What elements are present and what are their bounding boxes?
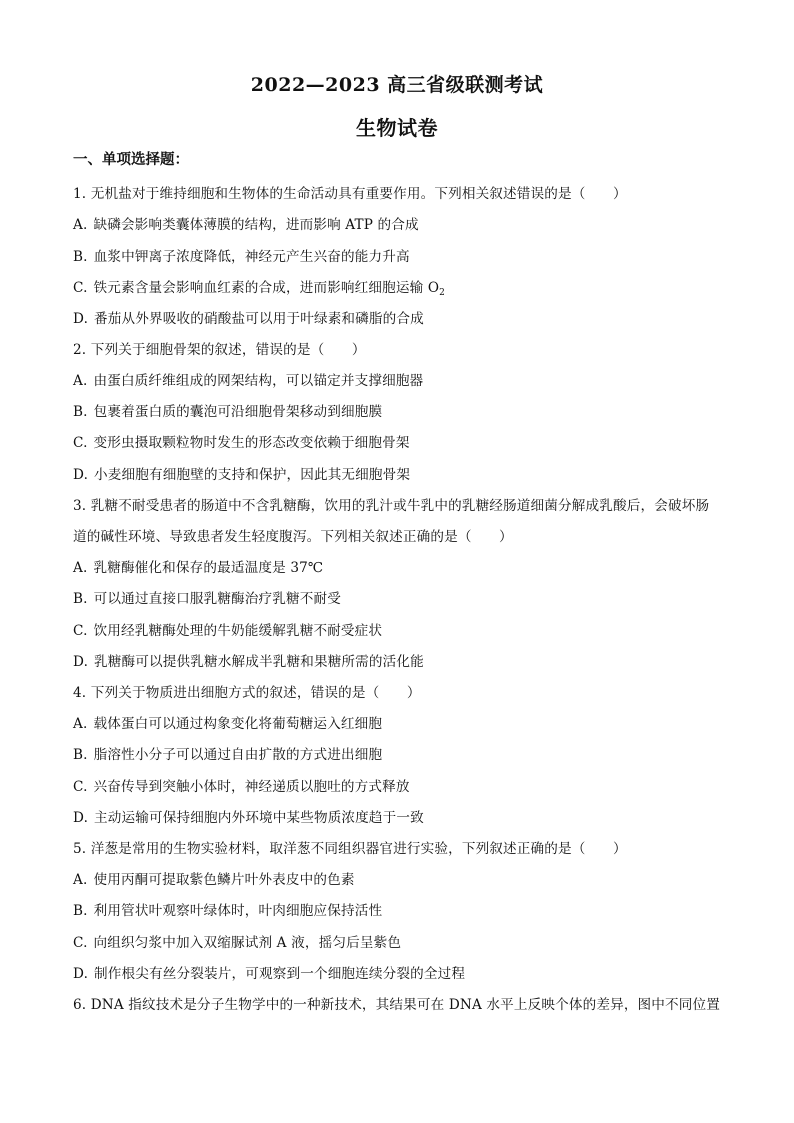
- question-3-stem: 3. 乳糖不耐受患者的肠道中不含乳糖酶，饮用的乳汁或牛乳中的乳糖经肠道细菌分解成乳酸后，会破坏肠: [73, 498, 710, 514]
- option-text: 乳糖酶可以提供乳糖水解成半乳糖和果糖所需的活化能: [94, 654, 424, 670]
- option-text: 利用管状叶观察叶绿体时，叶肉细胞应保持活性: [93, 903, 383, 919]
- option-label: B.: [73, 404, 88, 420]
- option-label: C.: [73, 623, 88, 639]
- option-label: A.: [73, 872, 88, 888]
- option-label: D.: [73, 810, 89, 826]
- question-5-option-c: [73, 931, 401, 951]
- question-4-option-d: [73, 806, 424, 826]
- question-3-stem-continued: 道的碱性环境、导致患者发生轻度腹泻。下列相关叙述正确的是（ ）: [73, 529, 513, 545]
- option-label: D.: [73, 467, 89, 483]
- option-label: A.: [73, 716, 88, 732]
- question-5-option-a: [73, 868, 355, 888]
- option-text: 包裹着蛋白质的囊泡可沿细胞骨架移动到细胞膜: [93, 404, 383, 420]
- option-text: 载体蛋白可以通过构象变化将葡萄糖运入红细胞: [93, 716, 383, 732]
- option-label: B.: [73, 249, 88, 265]
- option-label: A.: [73, 373, 88, 389]
- option-text: 乳糖酶催化和保存的最适温度是 37℃: [93, 560, 324, 576]
- option-label: B.: [73, 591, 88, 607]
- question-2-option-a: [73, 369, 423, 389]
- option-text: 使用丙酮可提取紫色鳞片叶外表皮中的色素: [93, 872, 355, 888]
- question-5-option-d: [73, 962, 465, 982]
- question-1-option-a: [73, 213, 419, 233]
- option-text: 由蛋白质纤维组成的网架结构，可以锚定并支撑细胞器: [93, 373, 424, 389]
- option-text: 饮用经乳糖酶处理的牛奶能缓解乳糖不耐受症状: [93, 623, 383, 639]
- option-text: 番茄从外界吸收的硝酸盐可以用于叶绿素和磷脂的合成: [94, 311, 424, 327]
- option-text: 制作根尖有丝分裂装片，可观察到一个细胞连续分裂的全过程: [94, 966, 466, 982]
- question-1-option-c: [73, 276, 445, 298]
- question-3-option-c: [73, 619, 382, 639]
- option-label: D.: [73, 654, 89, 670]
- option-text: 向组织匀浆中加入双缩脲试剂 A 液，摇匀后呈紫色: [93, 935, 402, 951]
- question-4-option-a: [73, 712, 382, 732]
- option-label: B.: [73, 747, 88, 763]
- section-heading: 一、单项选择题：: [73, 151, 189, 168]
- option-text: 主动运输可保持细胞内外环境中某些物质浓度趋于一致: [94, 810, 424, 826]
- question-3-option-a: [73, 556, 323, 576]
- question-4-option-b: [73, 743, 382, 763]
- question-6-stem: 6. DNA 指纹技术是分子生物学中的一种新技术，其结果可在 DNA 水平上反映个体的差异，图中不同位置: [73, 997, 721, 1013]
- option-label: A.: [73, 217, 88, 233]
- option-label: C.: [73, 280, 88, 296]
- question-1-option-b: [73, 245, 410, 265]
- question-5-stem: 5. 洋葱是常用的生物实验材料，取洋葱不同组织器官进行实验，下列叙述正确的是（ ）: [73, 841, 627, 857]
- question-3-option-d: [73, 650, 424, 670]
- option-text: 变形虫摄取颗粒物时发生的形态改变依赖于细胞骨架: [93, 435, 410, 451]
- page-subtitle: 生物试卷: [356, 116, 438, 140]
- question-1-stem: 1. 无机盐对于维持细胞和生物体的生命活动具有重要作用。下列相关叙述错误的是（ ）: [73, 186, 627, 202]
- option-text: 兴奋传导到突触小体时，神经递质以胞吐的方式释放: [93, 779, 410, 795]
- option-text: 脂溶性小分子可以通过自由扩散的方式进出细胞: [93, 747, 383, 763]
- question-2-option-d: [73, 463, 410, 483]
- option-label: D.: [73, 966, 89, 982]
- option-label: C.: [73, 779, 88, 795]
- option-text: 缺磷会影响类囊体薄膜的结构，进而影响 ATP 的合成: [93, 217, 419, 233]
- option-text: 可以通过直接口服乳糖酶治疗乳糖不耐受: [93, 591, 342, 607]
- option-text: 小麦细胞有细胞壁的支持和保护，因此其无细胞骨架: [94, 467, 411, 483]
- question-2-stem: 2. 下列关于细胞骨架的叙述，错误的是（ ）: [73, 342, 366, 358]
- question-4-option-c: [73, 775, 410, 795]
- option-text: 血浆中钾离子浓度降低，神经元产生兴奋的能力升高: [93, 249, 410, 265]
- option-label: B.: [73, 903, 88, 919]
- question-4-stem: 4. 下列关于物质进出细胞方式的叙述，错误的是（ ）: [73, 685, 421, 701]
- subscript: 2: [439, 288, 446, 298]
- question-3-option-b: [73, 587, 341, 607]
- option-text: 铁元素含量会影响血红素的合成，进而影响红细胞运输 O: [93, 280, 440, 296]
- question-2-option-b: [73, 400, 382, 420]
- option-label: D.: [73, 311, 89, 327]
- option-label: C.: [73, 435, 88, 451]
- option-label: A.: [73, 560, 88, 576]
- question-2-option-c: [73, 431, 410, 451]
- page-title: 2022—2023 高三省级联测考试: [250, 74, 544, 96]
- question-5-option-b: [73, 899, 382, 919]
- option-label: C.: [73, 935, 88, 951]
- question-1-option-d: [73, 307, 424, 327]
